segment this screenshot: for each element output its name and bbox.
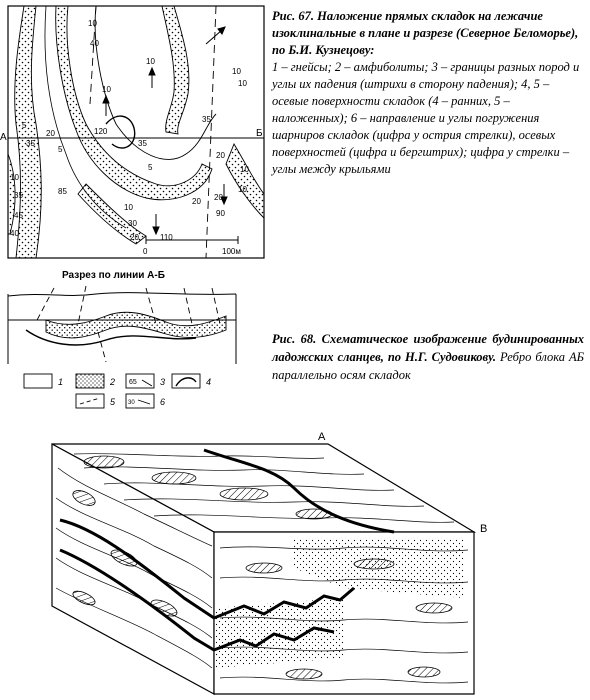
figure-68-title: Рис. 68. Схематическое изображение будинированных ладожских сланцев, по Н.Г. Судовикову. — [272, 332, 584, 364]
legend-item-5 — [76, 394, 116, 408]
figure-68-subtitle: Ребро блока АБ параллельно осям складок — [272, 350, 584, 382]
svg-text:3: 3 — [160, 377, 166, 387]
svg-text:10: 10 — [240, 165, 249, 174]
legend-item-4 — [172, 374, 211, 388]
map-legend — [22, 372, 222, 412]
map-label-a: А — [0, 132, 7, 143]
svg-text:5: 5 — [58, 145, 63, 154]
svg-text:5: 5 — [148, 163, 153, 172]
figure-68-caption — [272, 330, 584, 384]
svg-text:20: 20 — [46, 129, 55, 138]
svg-text:20: 20 — [214, 193, 223, 202]
scale-zero: 0 — [143, 247, 148, 256]
svg-text:10: 10 — [124, 203, 133, 212]
legend-item-6 — [126, 394, 165, 408]
svg-text:2: 2 — [110, 377, 116, 387]
svg-text:35: 35 — [26, 139, 35, 148]
svg-text:10: 10 — [102, 85, 111, 94]
legend-item-2 — [76, 374, 115, 388]
svg-text:5: 5 — [110, 397, 116, 407]
svg-text:30: 30 — [128, 400, 135, 406]
svg-text:20: 20 — [130, 233, 139, 242]
svg-text:40: 40 — [10, 229, 19, 238]
legend-item-1 — [24, 374, 63, 388]
svg-text:40: 40 — [90, 39, 99, 48]
svg-text:10: 10 — [10, 173, 19, 182]
svg-text:10: 10 — [146, 57, 155, 66]
svg-text:85: 85 — [58, 187, 67, 196]
svg-text:4: 4 — [206, 377, 212, 387]
svg-text:35: 35 — [14, 191, 23, 200]
svg-text:30: 30 — [128, 219, 137, 228]
section-surface — [8, 293, 236, 296]
svg-text:35: 35 — [138, 139, 147, 148]
block-diagram — [44, 428, 496, 696]
geologic-map — [0, 4, 268, 262]
map-label-b: Б — [256, 128, 263, 139]
figure-67-title: Рис. 67. Наложение прямых складок на лежачие изоклинальные в плане и разрезе (Северное Беломорье), по Б.И. Кузнецову: — [272, 9, 579, 57]
svg-text:1: 1 — [58, 377, 64, 387]
svg-text:10: 10 — [88, 19, 97, 28]
figure-67-legend-text: 1 – гнейсы; 2 – амфиболиты; 3 – границы разных пород и углы их падения (штрихи в сторону падения); 4, 5 – осевые поверхности складок (4 – ранних, 5 – наложенных); 6 – направление и углы погружения шарниров складок (цифра у острия стрелки), осевых поверхностей (цифра и бергштрих); цифра у стрелки – углы между крыльями — [272, 60, 580, 176]
svg-text:10: 10 — [238, 79, 247, 88]
block-label-a: А — [318, 431, 326, 443]
svg-text:65: 65 — [129, 379, 137, 386]
scale-end: 100м — [222, 247, 241, 256]
svg-text:20: 20 — [216, 151, 225, 160]
svg-text:120: 120 — [94, 127, 108, 136]
section-amphibolite — [46, 312, 226, 338]
svg-text:20: 20 — [192, 197, 201, 206]
svg-text:90: 90 — [216, 209, 225, 218]
svg-text:10: 10 — [238, 185, 247, 194]
cross-section — [6, 284, 238, 366]
block-label-b: B — [480, 523, 488, 535]
section-title: Разрез по линии А-Б — [62, 270, 165, 281]
svg-text:45: 45 — [14, 211, 23, 220]
svg-text:5: 5 — [22, 121, 27, 130]
figure-67-caption — [272, 8, 584, 178]
svg-text:110: 110 — [160, 233, 173, 242]
dotted-zone — [214, 598, 344, 668]
svg-text:6: 6 — [160, 397, 166, 407]
svg-text:10: 10 — [232, 67, 241, 76]
legend-item-3 — [126, 374, 165, 388]
svg-text:35: 35 — [202, 115, 211, 124]
